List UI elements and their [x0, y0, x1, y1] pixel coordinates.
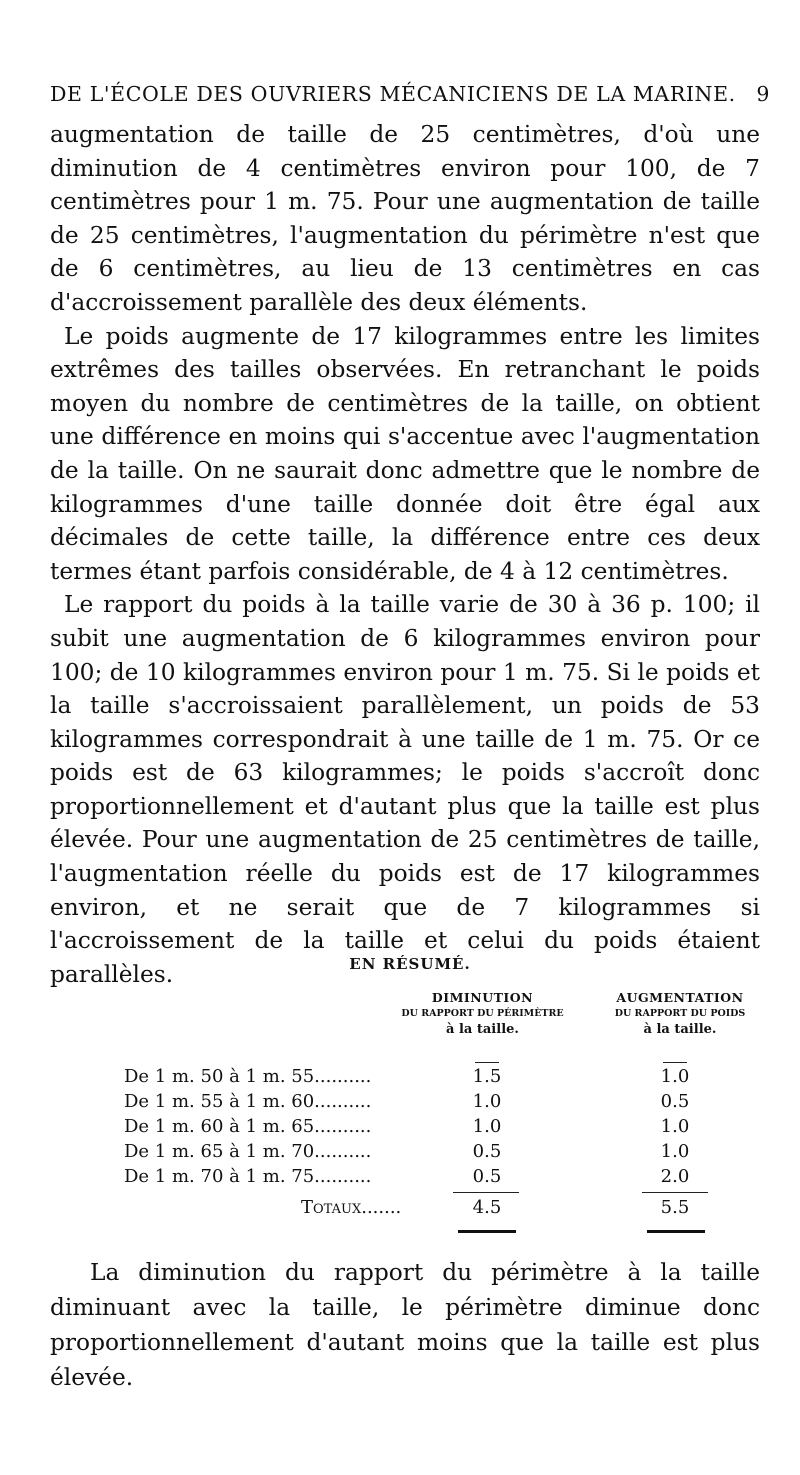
column-header-line: AUGMENTATION	[616, 990, 744, 1005]
diminution-value: 0.5	[472, 1166, 502, 1187]
column-header-line: DIMINUTION	[431, 990, 534, 1005]
table-row	[0, 1066, 800, 1091]
column-header-augmentation	[590, 990, 770, 1038]
augmentation-value: 1.0	[660, 1116, 690, 1137]
summary-title: EN RÉSUMÉ.	[349, 955, 471, 973]
divider	[453, 1192, 519, 1193]
row-label: De 1 m. 55 à 1 m. 60..........	[124, 1091, 372, 1112]
table-row	[0, 1091, 800, 1116]
diminution-value: 1.0	[472, 1091, 502, 1112]
conclusion-paragraph: La diminution du rapport du périmètre à la taille diminuant avec la taille, le périmètre diminue donc proportionnellement d'autant moins que la taille est plus élevée.	[50, 1259, 760, 1391]
augmentation-value: 1.0	[660, 1141, 690, 1162]
column-header-line: DU RAPPORT DU PÉRIMÈTRE	[401, 1008, 564, 1019]
table-row	[0, 1141, 800, 1166]
divider	[642, 1192, 708, 1193]
augmentation-value: 2.0	[660, 1166, 690, 1187]
row-label: De 1 m. 70 à 1 m. 75..........	[124, 1166, 372, 1187]
row-label: De 1 m. 50 à 1 m. 55..........	[124, 1066, 372, 1087]
column-header-line: DU RAPPORT DU POIDS	[614, 1008, 746, 1019]
diminution-value: 0.5	[472, 1141, 502, 1162]
table-row	[0, 1116, 800, 1141]
augmentation-value: 1.0	[660, 1066, 690, 1087]
running-header	[50, 82, 770, 106]
body-text	[50, 118, 760, 991]
totals-label: Totaux.......	[301, 1197, 402, 1218]
divider	[663, 1062, 687, 1063]
paragraph-2: Le poids augmente de 17 kilogrammes entre les limites extrêmes des tailles observées. En retranchant le poids moyen du nombre de centimètres de la taille, on obtient une différence en moins qui s'accentue avec l'augmentation de la taille. On ne saurait donc admettre que le nombre de kilogrammes d'une taille donnée doit être égal aux décimales de cette taille, la différence entre ces deux termes étant parfois considérable, de 4 à 12 centimètres.	[50, 322, 760, 585]
paragraph-3: Le rapport du poids à la taille varie de 30 à 36 p. 100; il subit une augmentation de 6 kilogrammes environ pour 100; de 10 kilogrammes environ pour 1 m. 75. Si le poids et la taille s'accroissaient parallèlement, un poids de 53 kilogrammes correspondrait à une taille de 1 m. 75. Or ce poids est de 63 kilogrammes; le poids s'accroît donc proportionnellement et d'autant plus que la taille est plus élevée. Pour une augmentation de 25 centimètres de taille, l'augmentation réelle du poids est de 17 kilogrammes environ, et ne serait que de 7 kilogrammes si l'accroissement de la taille et celui du poids étaient parallèles.	[50, 591, 760, 988]
row-label: De 1 m. 65 à 1 m. 70..........	[124, 1141, 372, 1162]
diminution-total: 4.5	[472, 1197, 502, 1218]
row-label: De 1 m. 60 à 1 m. 65..........	[124, 1116, 372, 1137]
divider	[475, 1062, 499, 1063]
column-header-line: à la taille.	[446, 1022, 519, 1037]
column-header-line: à la taille.	[643, 1022, 717, 1037]
column-header-diminution	[395, 990, 570, 1038]
augmentation-total: 5.5	[660, 1197, 690, 1218]
augmentation-value: 0.5	[660, 1091, 690, 1112]
diminution-value: 1.5	[472, 1066, 502, 1087]
divider	[458, 1230, 516, 1233]
divider	[647, 1230, 705, 1233]
paragraph-1: augmentation de taille de 25 centimètres, d'où une diminution de 4 centimètres environ pour 100, de 7 centimètres pour 1 m. 75. Pour une augmentation de taille de 25 centimètres, l'augmentation du périmètre n'est que de 6 centimètres, au lieu de 13 centimètres en cas d'accroissement parallèle des deux éléments.	[50, 121, 760, 316]
table-row	[0, 1166, 800, 1191]
running-title: DE L'ÉCOLE DES OUVRIERS MÉCANICIENS DE LA MARINE.	[50, 82, 736, 106]
diminution-value: 1.0	[472, 1116, 502, 1137]
page-number: 9	[756, 82, 770, 106]
